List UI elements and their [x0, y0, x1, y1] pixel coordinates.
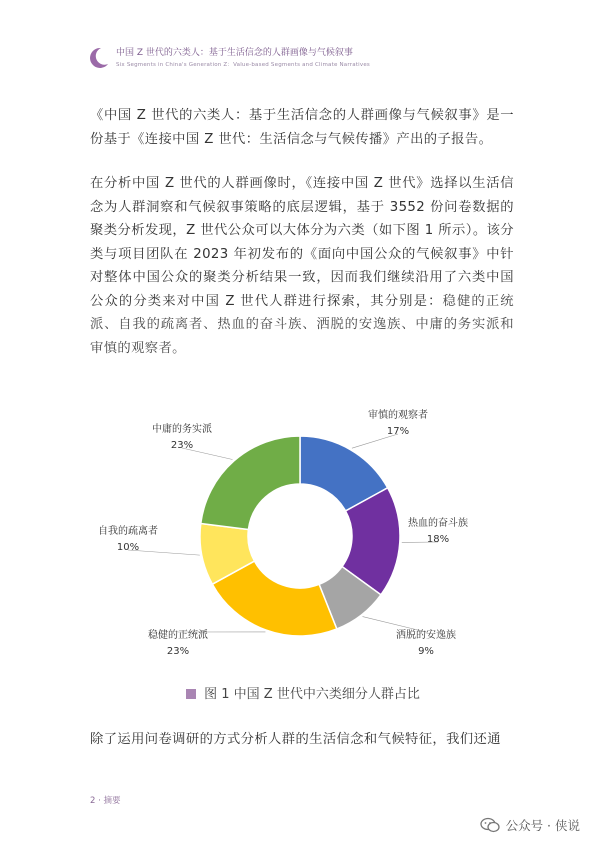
- slice-value-label: 10%: [116, 542, 140, 553]
- header-subtitle: Six Segments in China's Generation Z：Value-based Segments and Climate Narratives: [116, 62, 370, 68]
- slice-value-label: 23%: [166, 646, 190, 657]
- caption-marker: [186, 689, 196, 699]
- caption-text: 图 1 中国 Z 世代中六类细分人群占比: [204, 687, 420, 702]
- segment-donut-chart: [0, 398, 606, 678]
- watermark: [480, 816, 580, 834]
- wechat-icon: [480, 817, 500, 833]
- header-title: 中国 Z 世代的六类人：基于生活信念的人群画像与气候叙事: [116, 48, 353, 58]
- slice-value-label: 9%: [418, 646, 434, 657]
- segmentation-text: 在分析中国 Z 世代的人群画像时，《连接中国 Z 世代》选择以生活信念为人群洞察和气候叙事策略的底层逻辑，基于 3552 份问卷数据的聚类分析发现，Z 世代公众可以大体分为六类（如下图 1 所示）。该分类与项目团队在 2023 年初发布的《面向中国公众的气候叙事》中针对整体中国公众的聚类分析结果一致，因而我们继续沿用了六类中国公众的分类来对中国 Z 世代人群进行探索，其分别是：: [90, 176, 514, 309]
- figure-caption: [0, 683, 606, 702]
- slice-label: 稳健的正统派: [148, 630, 208, 641]
- slice-label: 审慎的观察者: [368, 410, 428, 421]
- segmentation-paragraph: [90, 172, 514, 360]
- slice-label: 自我的疏离者: [98, 526, 158, 537]
- segment-names: 稳健的正统派、自我的疏离者、热血的奋斗族、洒脱的安逸族、中庸的务实派和审慎的观察者。: [90, 293, 514, 356]
- donut-slice: [201, 436, 300, 529]
- intro-paragraph: 《中国 Z 世代的六类人：基于生活信念的人群画像与气候叙事》是一份基于《连接中国 Z 世代：生活信念与气候传播》产出的子报告。: [90, 108, 514, 147]
- slice-value-label: 18%: [426, 534, 450, 545]
- slice-label: 中庸的务实派: [152, 424, 212, 435]
- crescent-logo-icon: [86, 46, 110, 70]
- slice-label: 热血的奋斗族: [408, 518, 468, 529]
- continuation-paragraph: 除了运用问卷调研的方式分析人群的生活信念和气候特征，我们还通: [90, 732, 501, 747]
- page-footer: 2 · 摘要: [90, 796, 121, 806]
- slice-label: 洒脱的安逸族: [396, 630, 456, 641]
- watermark-text: 公众号 · 侠说: [505, 818, 580, 833]
- slice-value-label: 17%: [386, 426, 410, 437]
- slice-value-label: 23%: [170, 440, 194, 451]
